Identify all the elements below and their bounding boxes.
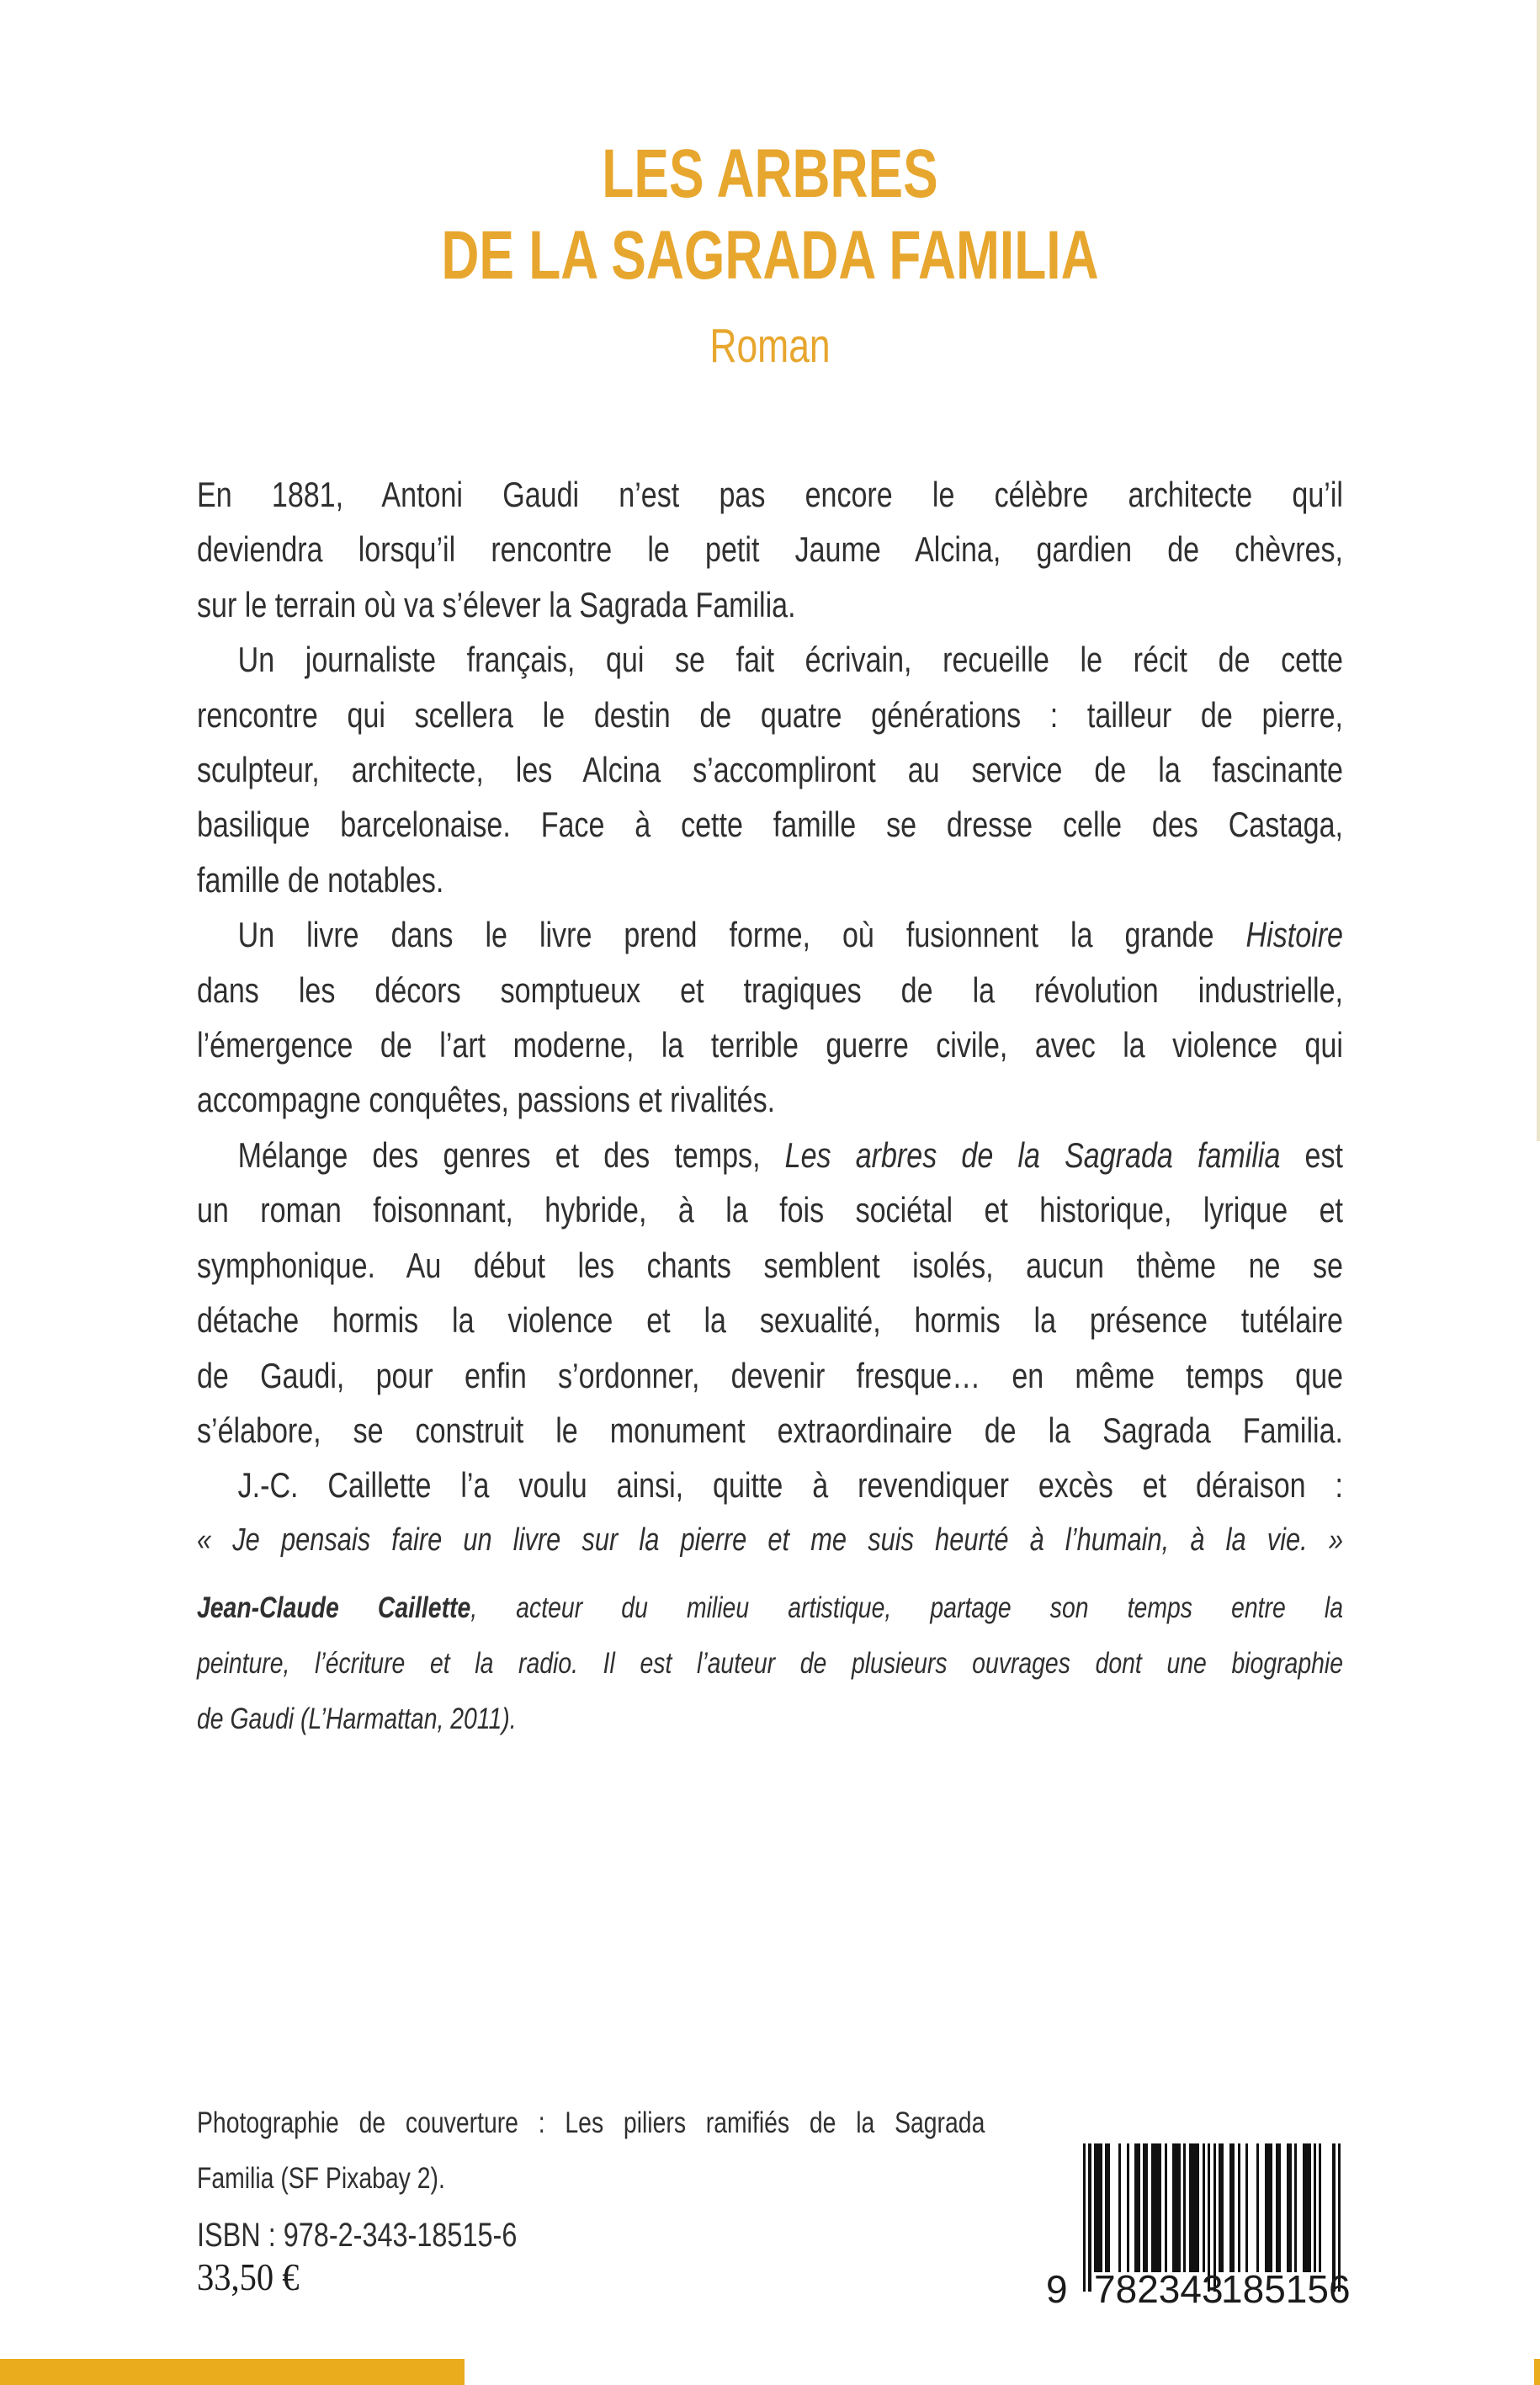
text-line: de Gaudi (L’Harmattan, 2011). [197,1702,517,1735]
book-title [185,133,1356,296]
barcode-bar [1294,2143,1297,2272]
text-line: peinture, l’écriture et la radio. Il est l’auteur de plusieurs ouvrages dont une biographie [197,1647,1343,1680]
barcode-bar [1287,2143,1292,2272]
bottom-accent-sliver [1534,2359,1540,2385]
barcode-bar [1276,2143,1281,2272]
text-line: deviendra lorsqu’il rencontre le petit Jaume Alcina, gardien de chèvres, [197,529,1343,570]
barcode-bar [1083,2143,1086,2292]
barcode-right-digits: 1 8 5 1 5 6 [1221,2267,1351,2311]
isbn-value: ISBN : 978-2-343-18515-6 [197,2217,518,2254]
book-title-line1: LES ARBRES [602,135,938,212]
barcode-bar [1088,2143,1091,2292]
text-line: de Gaudi, pour enfin s’ordonner, devenir fresque… en même temps que [197,1355,1343,1395]
barcode-bar [1105,2143,1110,2272]
barcode-bar [1134,2143,1139,2272]
text-line: Jean-Claude Caillette, acteur du milieu artistique, partage son temps entre la [197,1591,1343,1624]
barcode-bar [1319,2143,1321,2272]
isbn-text [197,2207,995,2263]
text-line: sculpteur, architecte, les Alcina s’accompliront au service de la fascinante [197,750,1343,790]
book-title-line2: DE LA SAGRADA FAMILIA [441,217,1099,294]
text-line: sur le terrain où va s’élever la Sagrada Familia. [197,584,796,624]
scan-edge-artifact [1537,0,1540,1141]
photo-credit [197,2096,995,2207]
price-text: 33,50 € [197,2255,300,2298]
text-line: « Je pensais faire un livre sur la pierre et me suis heurté à l’humain, à la vie. » [197,1522,1343,1558]
text-line: symphonique. Au début les chants semblent isolés, aucun thème ne se [197,1245,1343,1285]
barcode-bar [1245,2143,1248,2272]
text-line: rencontre qui scellera le destin de quatre générations : tailleur de pierre, [197,694,1343,735]
text-line: Familia (SF Pixabay 2). [197,2162,445,2195]
bottom-accent-bar [0,2359,465,2385]
barcode-bar [1219,2143,1224,2272]
barcode-bar [1151,2143,1162,2272]
barcode-bar [1256,2143,1259,2272]
barcode-bar [1203,2143,1205,2272]
text-line: détache hormis la violence et la sexualité, hormis la présence tutélaire [197,1300,1343,1341]
barcode-bar [1143,2143,1148,2272]
barcode-bar [1094,2143,1102,2272]
barcode-lead-digit: 9 [1046,2267,1068,2311]
text-line: accompagne conquêtes, passions et rivalités. [197,1080,776,1120]
text-line: l’émergence de l’art moderne, la terrible guerre civile, avec la violence qui [197,1025,1343,1065]
text-line: un roman foisonnant, hybride, à la fois sociétal et historique, lyrique et [197,1190,1343,1230]
text-line: s’élabore, se construit le monument extraordinaire de la Sagrada Familia. [197,1410,1343,1450]
barcode-bar [1127,2143,1129,2272]
barcode-bar [1165,2143,1167,2272]
text-line: En 1881, Antoni Gaudi n’est pas encore le célèbre architecte qu’il [197,475,1343,514]
text-line: J.-C. Caillette l’a voulu ainsi, quitte à revendiquer excès et déraison : [237,1465,1343,1506]
barcode-bar [1189,2143,1200,2272]
text-line: dans les décors somptueux et tragiques de la révolution industrielle, [197,969,1343,1010]
author-bio [197,1580,1343,1747]
synopsis-text [197,467,1343,1568]
text-line: Un livre dans le livre prend forme, où fusionnent la grande Histoire [237,915,1343,955]
text-line: Mélange des genres et des temps, Les arbres de la Sagrada familia est [237,1134,1343,1175]
text-line: basilique barcelonaise. Face à cette famille se dresse celle des Castaga, [197,805,1343,845]
text-line: Photographie de couverture : Les piliers ramifiés de la Sagrada [197,2106,985,2139]
ean13-barcode [1046,2143,1351,2312]
text-line: famille de notables. [197,859,444,900]
barcode-left-digits: 7 8 2 3 4 3 [1094,2267,1224,2311]
barcode-bar [1314,2143,1316,2272]
text-line: Un journaliste français, qui se fait écrivain, recueille le récit de cette [237,640,1343,680]
barcode-bar [1183,2143,1186,2272]
barcode-bar [1265,2143,1273,2272]
barcode-bar [1118,2143,1121,2272]
book-subtitle: Roman [709,319,831,373]
barcode-bar [1238,2143,1240,2272]
barcode-bar [1229,2143,1235,2272]
barcode-bar [1172,2143,1181,2272]
barcode-bar [1303,2143,1311,2272]
